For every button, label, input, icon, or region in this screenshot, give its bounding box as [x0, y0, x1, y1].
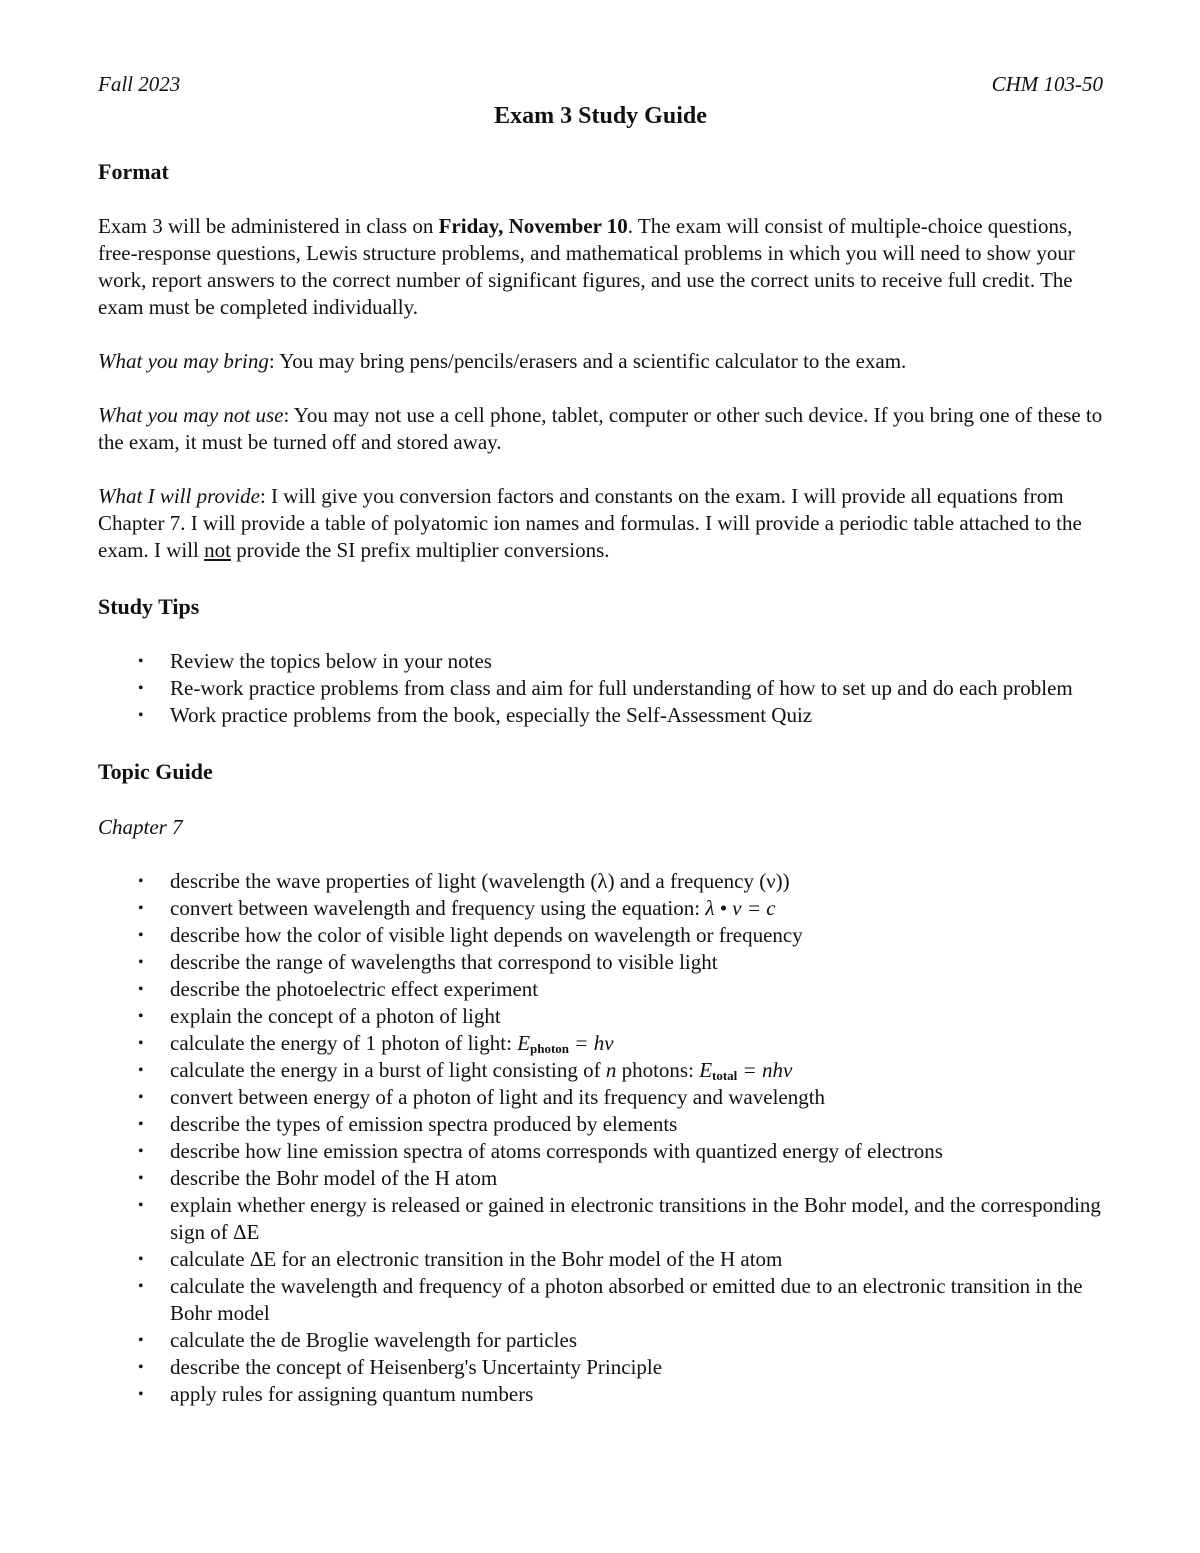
bullet-icon: •	[138, 1089, 144, 1106]
may-bring-paragraph	[98, 348, 1103, 375]
study-tips-list	[98, 648, 1103, 729]
term-label: Fall 2023	[98, 72, 181, 96]
list-item: • explain the concept of a photon of light	[138, 1004, 501, 1028]
bullet-icon: •	[138, 954, 144, 971]
list-item: • calculate ΔE for an electronic transition in the Bohr model of the H atom	[138, 1247, 783, 1271]
may-not-use-text: : You may not use a cell phone, tablet, computer or other such device. If you bring one of these to the exam, it must be turned off and stored away.	[98, 403, 1103, 454]
list-item: • describe the types of emission spectra produced by elements	[138, 1112, 678, 1136]
photon-energy-equation: = hν	[569, 1031, 614, 1055]
bullet-icon: •	[138, 1197, 144, 1214]
bullet-icon: •	[138, 653, 144, 670]
bullet-icon: •	[138, 1143, 144, 1160]
course-label: CHM 103-50	[991, 72, 1103, 96]
energy-symbol: E	[517, 1031, 531, 1055]
bullet-icon: •	[138, 1035, 144, 1052]
list-item: • describe how the color of visible light depends on wavelength or frequency	[138, 923, 803, 947]
bullet-icon: •	[138, 680, 144, 697]
list-item: • convert between wavelength and frequency using the equation: λ • ν = c	[138, 896, 776, 920]
bullet-icon: •	[138, 927, 144, 944]
bullet-icon: •	[138, 1278, 144, 1295]
bullet-icon: •	[138, 1251, 144, 1268]
intro-text-post: . The exam will consist of multiple-choice questions, free-response questions, Lewis structure problems, and mathematical problems in which you will need to show your work, report answers to the correct number of significant figures, and use the correct units to receive full credit. The exam must be completed individually.	[98, 214, 1075, 319]
bullet-icon: •	[138, 1359, 144, 1376]
intro-text-pre: Exam 3 will be administered in class on	[98, 214, 439, 238]
bullet-icon: •	[138, 1062, 144, 1079]
list-item: • Re-work practice problems from class and aim for full understanding of how to set up and do each problem	[138, 676, 1073, 700]
list-item: • Work practice problems from the book, especially the Self-Assessment Quiz	[138, 703, 813, 727]
wave-equation: λ • ν = c	[705, 896, 776, 920]
list-item: • convert between energy of a photon of light and its frequency and wavelength	[138, 1085, 826, 1109]
exam-date: Friday, November 10	[438, 214, 628, 238]
energy-symbol: E	[699, 1058, 713, 1082]
document-page	[98, 71, 1103, 1408]
list-item: • describe how line emission spectra of atoms corresponds with quantized energy of electrons	[138, 1139, 943, 1163]
will-provide-text-1: : I will give you conversion factors and constants on the exam. I will provide all equations from Chapter 7. I will provide a table of polyatomic ion names and formulas. I will provide a periodic table attached to the exam. I will	[98, 484, 1082, 562]
list-item: • describe the photoelectric effect experiment	[138, 977, 539, 1001]
list-item: • calculate the energy in a burst of light consisting of n photons: $E_{total} = nh\nu$	[138, 1058, 793, 1083]
page-title: Exam 3 Study Guide	[494, 103, 707, 129]
format-intro-paragraph	[98, 213, 1103, 321]
bullet-icon: •	[138, 1008, 144, 1025]
bullet-icon: •	[138, 1386, 144, 1403]
total-subscript: total	[712, 1068, 738, 1083]
may-bring-text: : You may bring pens/pencils/erasers and a scientific calculator to the exam.	[268, 349, 907, 373]
bullet-icon: •	[138, 1116, 144, 1133]
may-not-use-label: What you may not use	[98, 403, 284, 427]
page-header	[98, 71, 1103, 98]
format-heading: Format	[98, 159, 169, 184]
will-provide-text-2: provide the SI prefix multiplier conversions.	[230, 538, 610, 562]
list-item: • calculate the energy of 1 photon of light: $E_{photon} = h\nu$	[138, 1031, 614, 1056]
will-provide-label: What I will provide	[98, 484, 260, 508]
list-item: • Review the topics below in your notes	[138, 649, 492, 673]
may-not-use-paragraph	[98, 402, 1103, 456]
photon-subscript: photon	[530, 1041, 570, 1056]
list-item: • apply rules for assigning quantum numbers	[138, 1382, 534, 1406]
total-energy-equation: = nhν	[737, 1058, 793, 1082]
list-item: • describe the concept of Heisenberg's Uncertainty Principle	[138, 1355, 663, 1379]
study-tips-heading: Study Tips	[98, 594, 200, 619]
list-item: • explain whether energy is released or gained in electronic transitions in the Bohr model, and the corresponding sign of ΔE	[138, 1193, 1101, 1244]
bullet-icon: •	[138, 981, 144, 998]
list-item: • describe the wave properties of light (wavelength (λ) and a frequency (ν))	[138, 869, 790, 893]
bullet-icon: •	[138, 707, 144, 724]
bullet-icon: •	[138, 900, 144, 917]
may-bring-label: What you may bring	[98, 349, 269, 373]
topic-guide-heading: Topic Guide	[98, 759, 213, 784]
bullet-icon: •	[138, 1170, 144, 1187]
list-item: • describe the Bohr model of the H atom	[138, 1166, 498, 1190]
list-item: • calculate the de Broglie wavelength for particles	[138, 1328, 577, 1352]
will-provide-paragraph	[98, 483, 1103, 564]
not-emphasis: not	[204, 538, 231, 562]
bullet-icon: •	[138, 1332, 144, 1349]
list-item: • describe the range of wavelengths that correspond to visible light	[138, 950, 718, 974]
n-variable: n	[605, 1058, 617, 1082]
list-item: • calculate the wavelength and frequency of a photon absorbed or emitted due to an electronic transition in the Bohr model	[138, 1274, 1083, 1325]
chapter-label: Chapter 7	[98, 815, 183, 839]
bullet-icon: •	[138, 873, 144, 890]
topic-list	[98, 868, 1103, 1408]
